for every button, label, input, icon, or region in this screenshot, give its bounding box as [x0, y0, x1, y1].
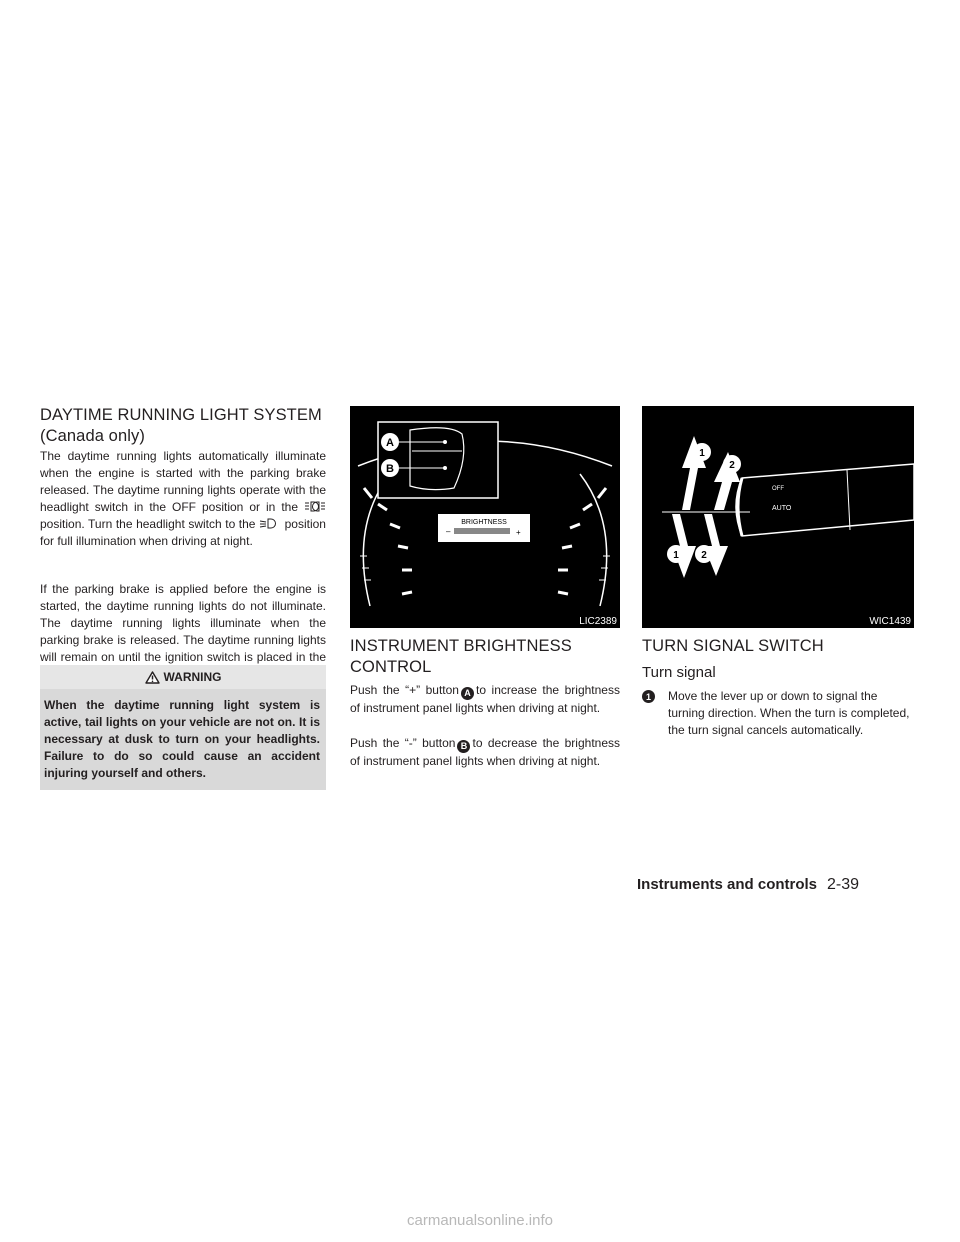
callout-down-2: 2 — [701, 550, 707, 561]
figure-turn-signal — [642, 406, 914, 628]
turn-signal-item-text: Move the lever up or down to signal the turning direction. When the turn is completed, the turn signal cancels automatically. — [668, 689, 910, 737]
section-heading-turn-signal: TURN SIGNAL SWITCH — [642, 637, 824, 655]
page-footer — [637, 876, 859, 894]
footer-page-number: 2-39 — [827, 876, 860, 893]
figure-brightness-control — [350, 406, 620, 628]
headlight-icon — [259, 518, 281, 529]
drl-paragraph-2: If the parking brake is applied before the engine is started, the daytime running lights do not illuminate. The daytime running lights illuminate when the parking brake is released. The daytime running lights will remain on until the ignition switch is placed in the — [40, 582, 326, 664]
footer-section: Instruments and controls — [637, 876, 818, 893]
brightness-display-label: BRIGHTNESS — [461, 519, 507, 526]
callout-up-2: 2 — [729, 460, 735, 471]
warning-box — [40, 665, 326, 790]
warning-text: When the daytime running light system is active, tail lights on your vehicle are not on. It is necessary at dusk to turn on your headlights. Failure to do so could cause an accident injuring yourself and others. — [44, 698, 320, 780]
turn-signal-item-1 — [642, 688, 914, 739]
callout-b-label: B — [386, 463, 394, 475]
marker-b: B — [457, 740, 470, 753]
parking-light-icon — [304, 501, 326, 512]
watermark: carmanualsonline.info — [407, 1212, 553, 1229]
brightness-paragraph-2: Push the “-” button B to decrease the brightness of instrument panel lights when driving at night. — [350, 736, 620, 768]
callout-a-label: A — [386, 437, 394, 449]
brightness-minus-label: – — [446, 527, 451, 536]
lever-off-label: OFF — [772, 486, 784, 492]
brightness-bar — [454, 528, 510, 534]
item-marker-1: 1 — [642, 690, 655, 703]
callout-down-1: 1 — [673, 550, 679, 561]
instrument-cluster-illustration — [350, 406, 620, 628]
figure-code: WIC1439 — [869, 616, 911, 627]
section-heading-brightness: INSTRUMENT BRIGHTNESS CONTROL — [350, 637, 572, 676]
brightness-plus-label: + — [516, 528, 521, 537]
figure-code: LIC2389 — [579, 616, 617, 627]
marker-a: A — [461, 687, 474, 700]
lever-auto-label: AUTO — [772, 505, 792, 512]
turn-signal-lever-illustration — [642, 406, 914, 628]
section-heading-drl: DAYTIME RUNNING LIGHT SYSTEM (Canada only) — [40, 406, 322, 445]
subheading-turn-signal: Turn signal — [642, 664, 716, 681]
brightness-paragraph-1: Push the “+” button A to increase the brightness of instrument panel lights when driving at night. — [350, 683, 620, 715]
drl-paragraph-1: The daytime running lights automatically illuminate when the engine is started with the parking brake released. The daytime running lights operate with the headlight switch in the OFF position or in the position. Turn the headlight switch to the position for full illumination when driving at night. — [40, 449, 326, 548]
warning-triangle-icon — [145, 671, 160, 684]
callout-up-1: 1 — [699, 448, 705, 459]
warning-header: WARNING — [40, 665, 326, 689]
